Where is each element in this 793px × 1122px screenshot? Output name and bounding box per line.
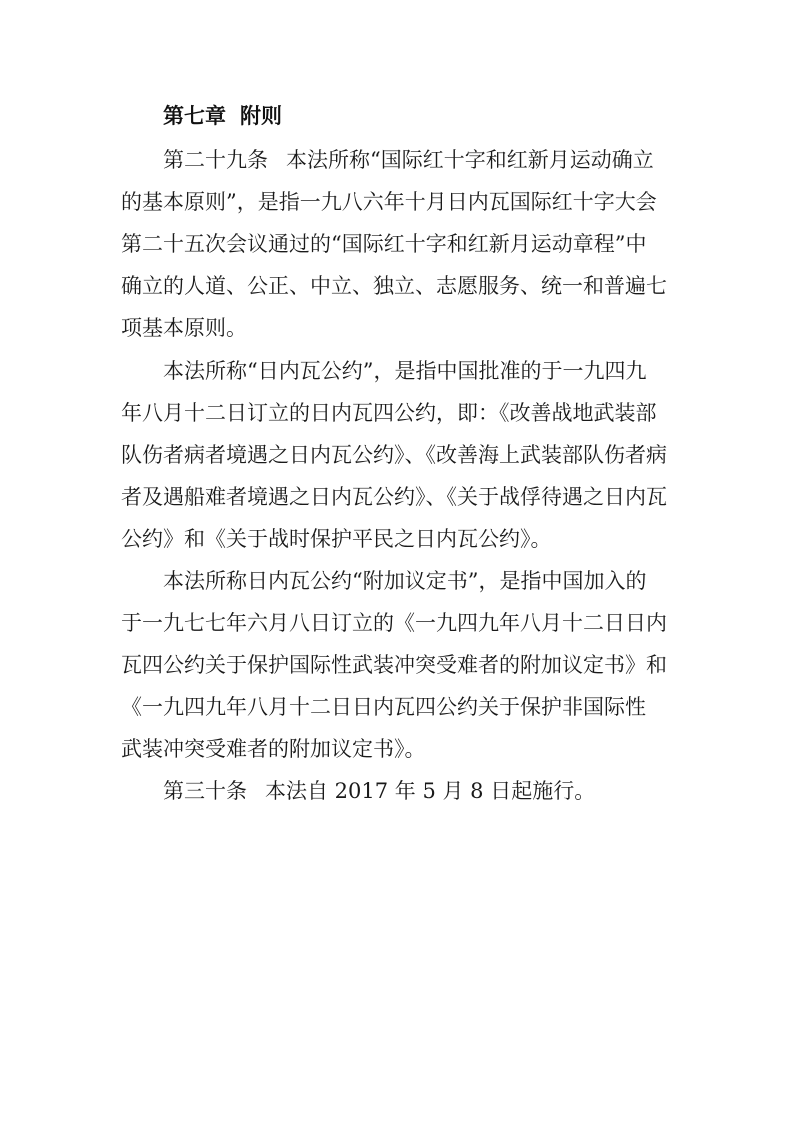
article-29-line-4: 确立的人道、公正、中立、独立、志愿服务、统一和普遍七 <box>121 274 667 298</box>
article-30-text: 本法自 2017 年 5 月 8 日起施行。 <box>265 779 596 803</box>
article-29-line-2: 的基本原则”，是指一九八六年十月日内瓦国际红十字大会 <box>121 190 657 214</box>
chapter-number: 第七章 <box>163 104 226 128</box>
article-29-label: 第二十九条 <box>163 148 268 172</box>
article-30-line <box>163 777 595 805</box>
article-29-line-3: 第二十五次会议通过的“国际红十字和红新月运动章程”中 <box>121 232 647 256</box>
article-29-line-1 <box>163 146 654 174</box>
article-30-label: 第三十条 <box>163 779 247 803</box>
conventions-line-4: 者及遇船难者境遇之日内瓦公约》、《关于战俘待遇之日内瓦 <box>121 485 667 509</box>
protocols-line-4: 《一九四九年八月十二日日内瓦四公约关于保护非国际性 <box>121 695 646 719</box>
conventions-line-3: 队伤者病者境遇之日内瓦公约》、《改善海上武装部队伤者病 <box>121 443 667 467</box>
conventions-line-1: 本法所称“日内瓦公约”，是指中国批准的于一九四九 <box>163 359 647 383</box>
protocols-line-3: 瓦四公约关于保护国际性武装冲突受难者的附加议定书》和 <box>121 653 667 677</box>
chapter-heading <box>163 102 282 130</box>
conventions-line-2: 年八月十二日订立的日内瓦四公约，即：《改善战地武装部 <box>121 401 657 425</box>
protocols-line-1: 本法所称日内瓦公约“附加议定书”，是指中国加入的 <box>163 569 647 593</box>
protocols-line-5: 武装冲突受难者的附加议定书》。 <box>121 737 426 761</box>
article-29-text-start: 本法所称“国际红十字和红新月运动确立 <box>286 148 654 172</box>
article-29-line-5: 项基本原则。 <box>121 316 247 340</box>
conventions-line-5: 公约》和《关于战时保护平民之日内瓦公约》。 <box>121 527 552 551</box>
chapter-title: 附则 <box>240 104 282 128</box>
protocols-line-2: 于一九七七年六月八日订立的《一九四九年八月十二日日内 <box>121 611 667 635</box>
